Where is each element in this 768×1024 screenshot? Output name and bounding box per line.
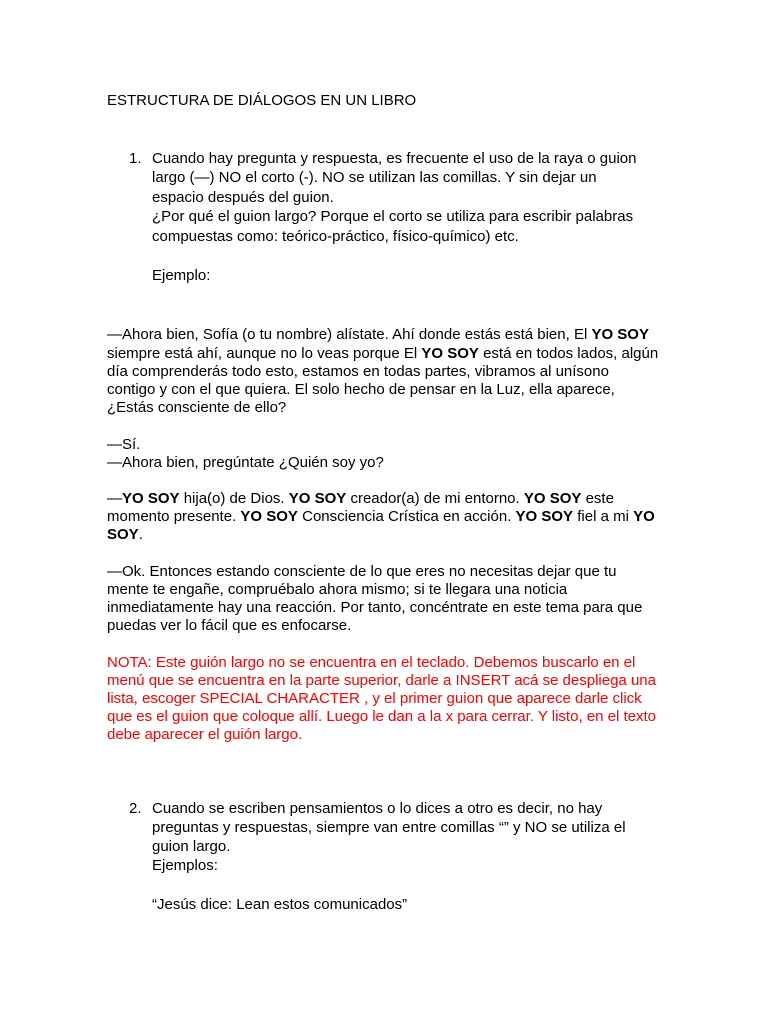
section2-line-2: preguntas y respuestas, siempre van entre comillas “” y NO se utiliza el	[152, 819, 626, 836]
example-label: Ejemplo:	[152, 267, 211, 284]
section2-line-4: Ejemplos:	[152, 857, 218, 874]
dialogue1-line-3: día comprenderás todo esto, estamos en todas partes, vibramos al unísono	[107, 363, 609, 380]
note-line-2: menú que se encuentra en la parte superior, darle a INSERT acá se despliega una	[107, 672, 656, 689]
section1-line-3: espacio después del guion.	[152, 189, 334, 206]
note-line-3: lista, escoger SPECIAL CHARACTER , y el primer guion que aparece darle click	[107, 690, 642, 707]
section2-example-quote: “Jesús dice: Lean estos comunicados”	[152, 896, 408, 913]
dialogue3-line-2: momento presente. YO SOY Consciencia Crística en acción. YO SOY fiel a mi YO	[107, 508, 655, 525]
dialogue4-line-2: mente te engañe, compruébalo ahora mismo; si te llegara una noticia	[107, 581, 568, 598]
document-title: ESTRUCTURA DE DIÁLOGOS EN UN LIBRO	[107, 92, 417, 109]
dialogue4-line-4: puedas ver lo fácil que es enfocarse.	[107, 617, 352, 634]
dialogue2-line-2: —Ahora bien, pregúntate ¿Quién soy yo?	[107, 454, 384, 471]
dialogue4-line-1: —Ok. Entonces estando consciente de lo que eres no necesitas dejar que tu	[107, 563, 617, 580]
note-line-4: que es el guion que coloque allí. Luego le dan a la x para cerrar. Y listo, en el texto	[107, 708, 656, 725]
section1-line-5: compuestas como: teórico-práctico, físico-químico) etc.	[152, 228, 519, 245]
dialogue4-line-3: inmediatamente hay una reacción. Por tanto, concéntrate en este tema para que	[107, 599, 643, 616]
dialogue1-line-2: siempre está ahí, aunque no lo veas porque El YO SOY está en todos lados, algún	[107, 345, 659, 362]
note-line-1: NOTA: Este guión largo no se encuentra en el teclado. Debemos buscarlo en el	[107, 654, 636, 671]
list-number-2: 2.	[129, 800, 142, 817]
dialogue2-line-1: —Sí.	[107, 436, 141, 453]
list-number-1: 1.	[129, 150, 142, 167]
note-line-5: debe aparecer el guión largo.	[107, 726, 303, 743]
dialogue3-line-3: SOY.	[107, 526, 143, 543]
section2-line-3: guion largo.	[152, 838, 231, 855]
dialogue3-line-1: —YO SOY hija(o) de Dios. YO SOY creador(a) de mi entorno. YO SOY este	[107, 490, 614, 507]
dialogue1-line-1: —Ahora bien, Sofía (o tu nombre) alístate. Ahí donde estás está bien, El YO SOY	[107, 326, 649, 343]
section1-line-4: ¿Por qué el guion largo? Porque el corto se utiliza para escribir palabras	[152, 208, 634, 225]
section2-line-1: Cuando se escriben pensamientos o lo dices a otro es decir, no hay	[152, 800, 603, 817]
section1-line-1: Cuando hay pregunta y respuesta, es frecuente el uso de la raya o guion	[152, 150, 637, 167]
section1-line-2: largo (—) NO el corto (-). NO se utilizan las comillas. Y sin dejar un	[152, 169, 597, 186]
dialogue1-line-4: contigo y con el que quiera. El solo hecho de pensar en la Luz, ella aparece,	[107, 381, 615, 398]
dialogue1-line-5: ¿Estás consciente de ello?	[107, 399, 287, 416]
